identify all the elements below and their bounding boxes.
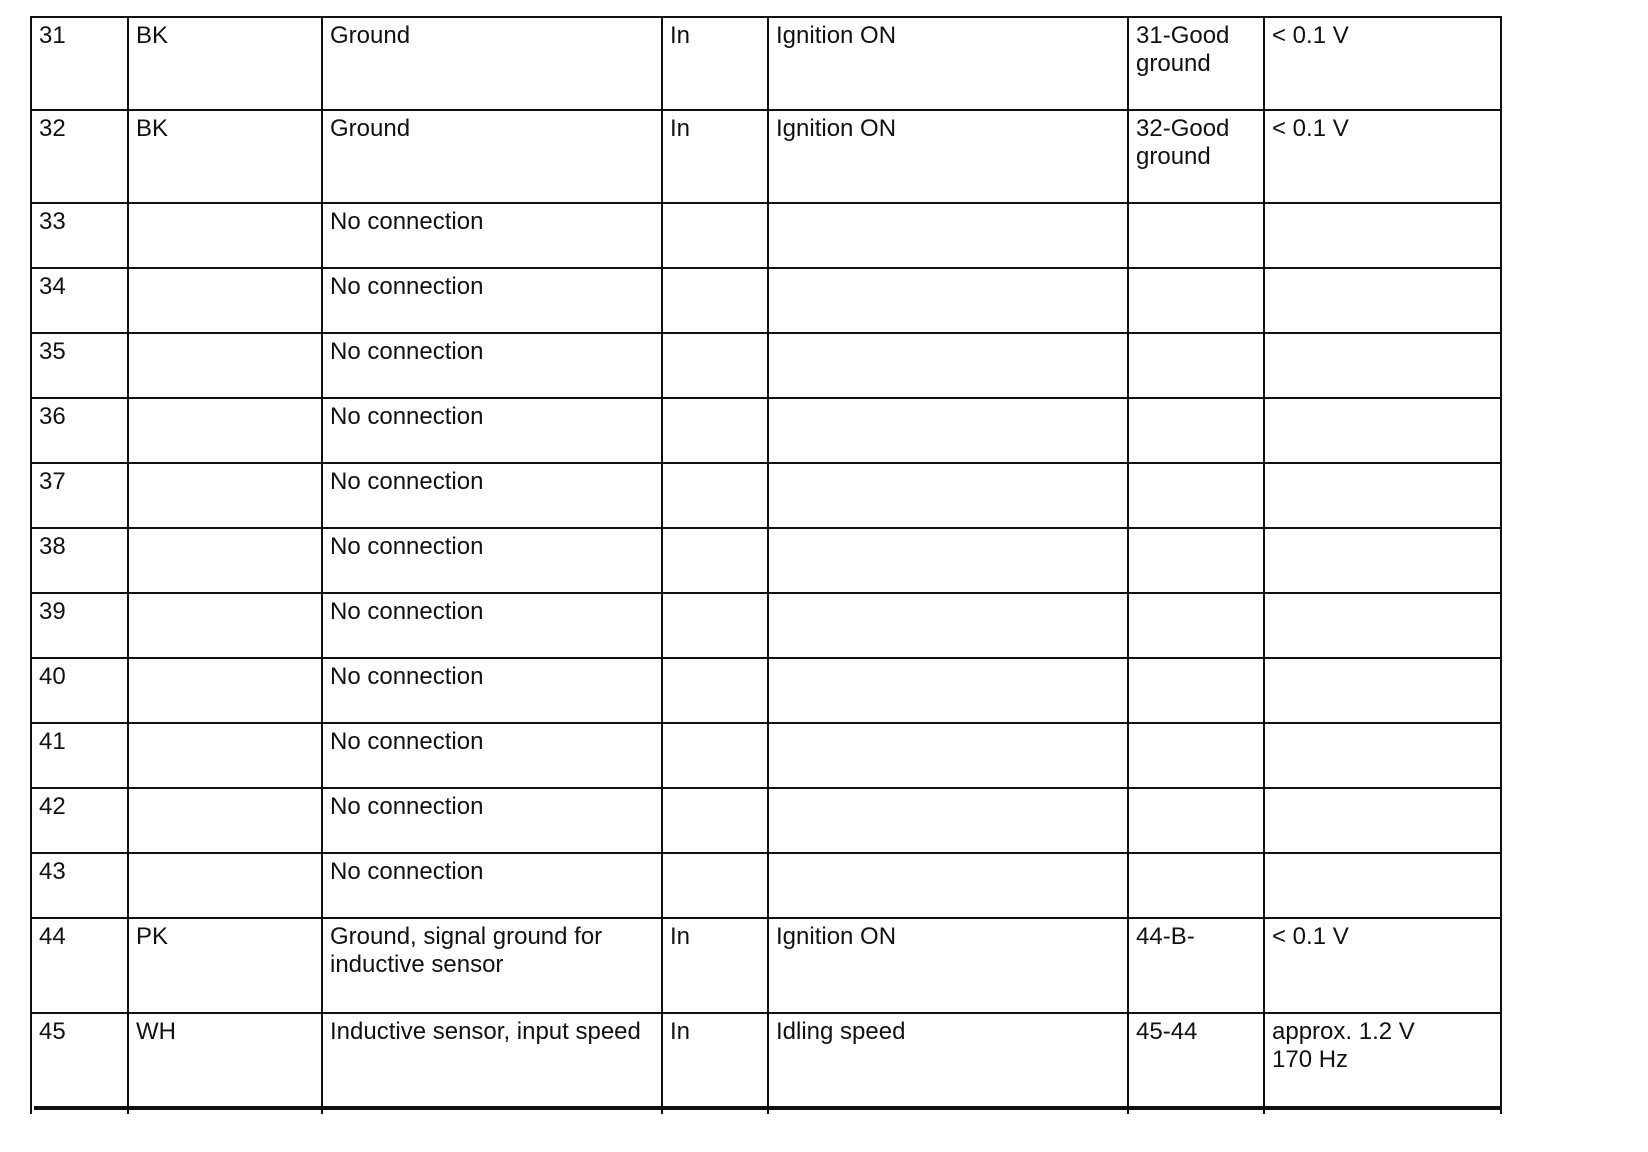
measurement-cell	[1128, 463, 1264, 528]
description-cell: No connection	[322, 268, 662, 333]
wire-color-cell	[128, 333, 322, 398]
condition-cell	[768, 853, 1128, 918]
table-row	[31, 528, 1501, 593]
wire-color-cell	[128, 723, 322, 788]
pin-cell: 32	[31, 110, 128, 203]
direction-cell: In	[662, 110, 768, 203]
value-cell	[1264, 333, 1501, 398]
bottom-rule	[34, 1106, 1502, 1110]
value-cell: < 0.1 V	[1264, 110, 1501, 203]
measurement-cell	[1128, 203, 1264, 268]
table-row	[31, 398, 1501, 463]
wire-color-cell	[128, 788, 322, 853]
direction-cell	[662, 528, 768, 593]
wire-color-cell: BK	[128, 17, 322, 110]
description-cell: No connection	[322, 528, 662, 593]
description-cell: No connection	[322, 788, 662, 853]
direction-cell	[662, 593, 768, 658]
value-cell: < 0.1 V	[1264, 17, 1501, 110]
measurement-cell	[1128, 333, 1264, 398]
measurement-cell: 45-44	[1128, 1013, 1264, 1114]
pin-cell: 34	[31, 268, 128, 333]
description-cell: No connection	[322, 853, 662, 918]
wire-color-cell: PK	[128, 918, 322, 1013]
table-row	[31, 593, 1501, 658]
pin-cell: 39	[31, 593, 128, 658]
direction-cell	[662, 333, 768, 398]
value-cell: < 0.1 V	[1264, 918, 1501, 1013]
description-cell: Ground, signal ground for inductive sensor	[322, 918, 662, 1013]
pin-cell: 36	[31, 398, 128, 463]
pin-cell: 42	[31, 788, 128, 853]
condition-cell	[768, 203, 1128, 268]
pin-cell: 35	[31, 333, 128, 398]
value-cell	[1264, 203, 1501, 268]
condition-cell	[768, 463, 1128, 528]
wire-color-cell	[128, 398, 322, 463]
table-row	[31, 853, 1501, 918]
value-cell	[1264, 398, 1501, 463]
description-cell: Inductive sensor, input speed	[322, 1013, 662, 1114]
value-cell	[1264, 463, 1501, 528]
pin-cell: 40	[31, 658, 128, 723]
table-row	[31, 17, 1501, 110]
description-cell: Ground	[322, 17, 662, 110]
measurement-cell: 32-Good ground	[1128, 110, 1264, 203]
table-row	[31, 918, 1501, 1013]
direction-cell	[662, 723, 768, 788]
condition-cell: Ignition ON	[768, 918, 1128, 1013]
wire-color-cell	[128, 593, 322, 658]
table-row	[31, 268, 1501, 333]
description-cell: Ground	[322, 110, 662, 203]
measurement-cell: 44-B-	[1128, 918, 1264, 1013]
description-cell: No connection	[322, 593, 662, 658]
wire-color-cell	[128, 203, 322, 268]
pin-cell: 41	[31, 723, 128, 788]
value-cell	[1264, 723, 1501, 788]
measurement-cell: 31-Good ground	[1128, 17, 1264, 110]
direction-cell: In	[662, 1013, 768, 1114]
description-cell: No connection	[322, 203, 662, 268]
value-cell	[1264, 788, 1501, 853]
description-cell: No connection	[322, 463, 662, 528]
value-cell	[1264, 658, 1501, 723]
value-cell	[1264, 593, 1501, 658]
value-cell	[1264, 528, 1501, 593]
wire-color-cell	[128, 853, 322, 918]
pin-cell: 45	[31, 1013, 128, 1114]
direction-cell	[662, 398, 768, 463]
condition-cell	[768, 723, 1128, 788]
direction-cell	[662, 658, 768, 723]
condition-cell	[768, 333, 1128, 398]
direction-cell: In	[662, 17, 768, 110]
description-cell: No connection	[322, 658, 662, 723]
pin-table	[30, 16, 1502, 1114]
direction-cell	[662, 203, 768, 268]
condition-cell	[768, 398, 1128, 463]
condition-cell: Idling speed	[768, 1013, 1128, 1114]
table-row	[31, 1013, 1501, 1114]
table-row	[31, 463, 1501, 528]
measurement-cell	[1128, 268, 1264, 333]
value-cell	[1264, 268, 1501, 333]
table-row	[31, 658, 1501, 723]
direction-cell	[662, 788, 768, 853]
condition-cell	[768, 268, 1128, 333]
direction-cell: In	[662, 918, 768, 1013]
pin-cell: 33	[31, 203, 128, 268]
table-row	[31, 203, 1501, 268]
condition-cell	[768, 658, 1128, 723]
measurement-cell	[1128, 788, 1264, 853]
condition-cell: Ignition ON	[768, 17, 1128, 110]
wire-color-cell	[128, 658, 322, 723]
pin-cell: 38	[31, 528, 128, 593]
pin-cell: 43	[31, 853, 128, 918]
table-row	[31, 723, 1501, 788]
direction-cell	[662, 463, 768, 528]
value-cell	[1264, 853, 1501, 918]
table-row	[31, 110, 1501, 203]
pin-table-body	[31, 17, 1501, 1114]
measurement-cell	[1128, 723, 1264, 788]
condition-cell	[768, 788, 1128, 853]
condition-cell	[768, 593, 1128, 658]
measurement-cell	[1128, 658, 1264, 723]
measurement-cell	[1128, 398, 1264, 463]
direction-cell	[662, 853, 768, 918]
wire-color-cell: WH	[128, 1013, 322, 1114]
pin-cell: 44	[31, 918, 128, 1013]
pin-cell: 37	[31, 463, 128, 528]
table-row	[31, 788, 1501, 853]
wire-color-cell	[128, 528, 322, 593]
wire-color-cell	[128, 268, 322, 333]
condition-cell: Ignition ON	[768, 110, 1128, 203]
measurement-cell	[1128, 853, 1264, 918]
description-cell: No connection	[322, 333, 662, 398]
condition-cell	[768, 528, 1128, 593]
measurement-cell	[1128, 593, 1264, 658]
description-cell: No connection	[322, 398, 662, 463]
wire-color-cell	[128, 463, 322, 528]
pin-cell: 31	[31, 17, 128, 110]
value-cell: approx. 1.2 V 170 Hz	[1264, 1013, 1501, 1114]
description-cell: No connection	[322, 723, 662, 788]
direction-cell	[662, 268, 768, 333]
measurement-cell	[1128, 528, 1264, 593]
wire-color-cell: BK	[128, 110, 322, 203]
table-row	[31, 333, 1501, 398]
